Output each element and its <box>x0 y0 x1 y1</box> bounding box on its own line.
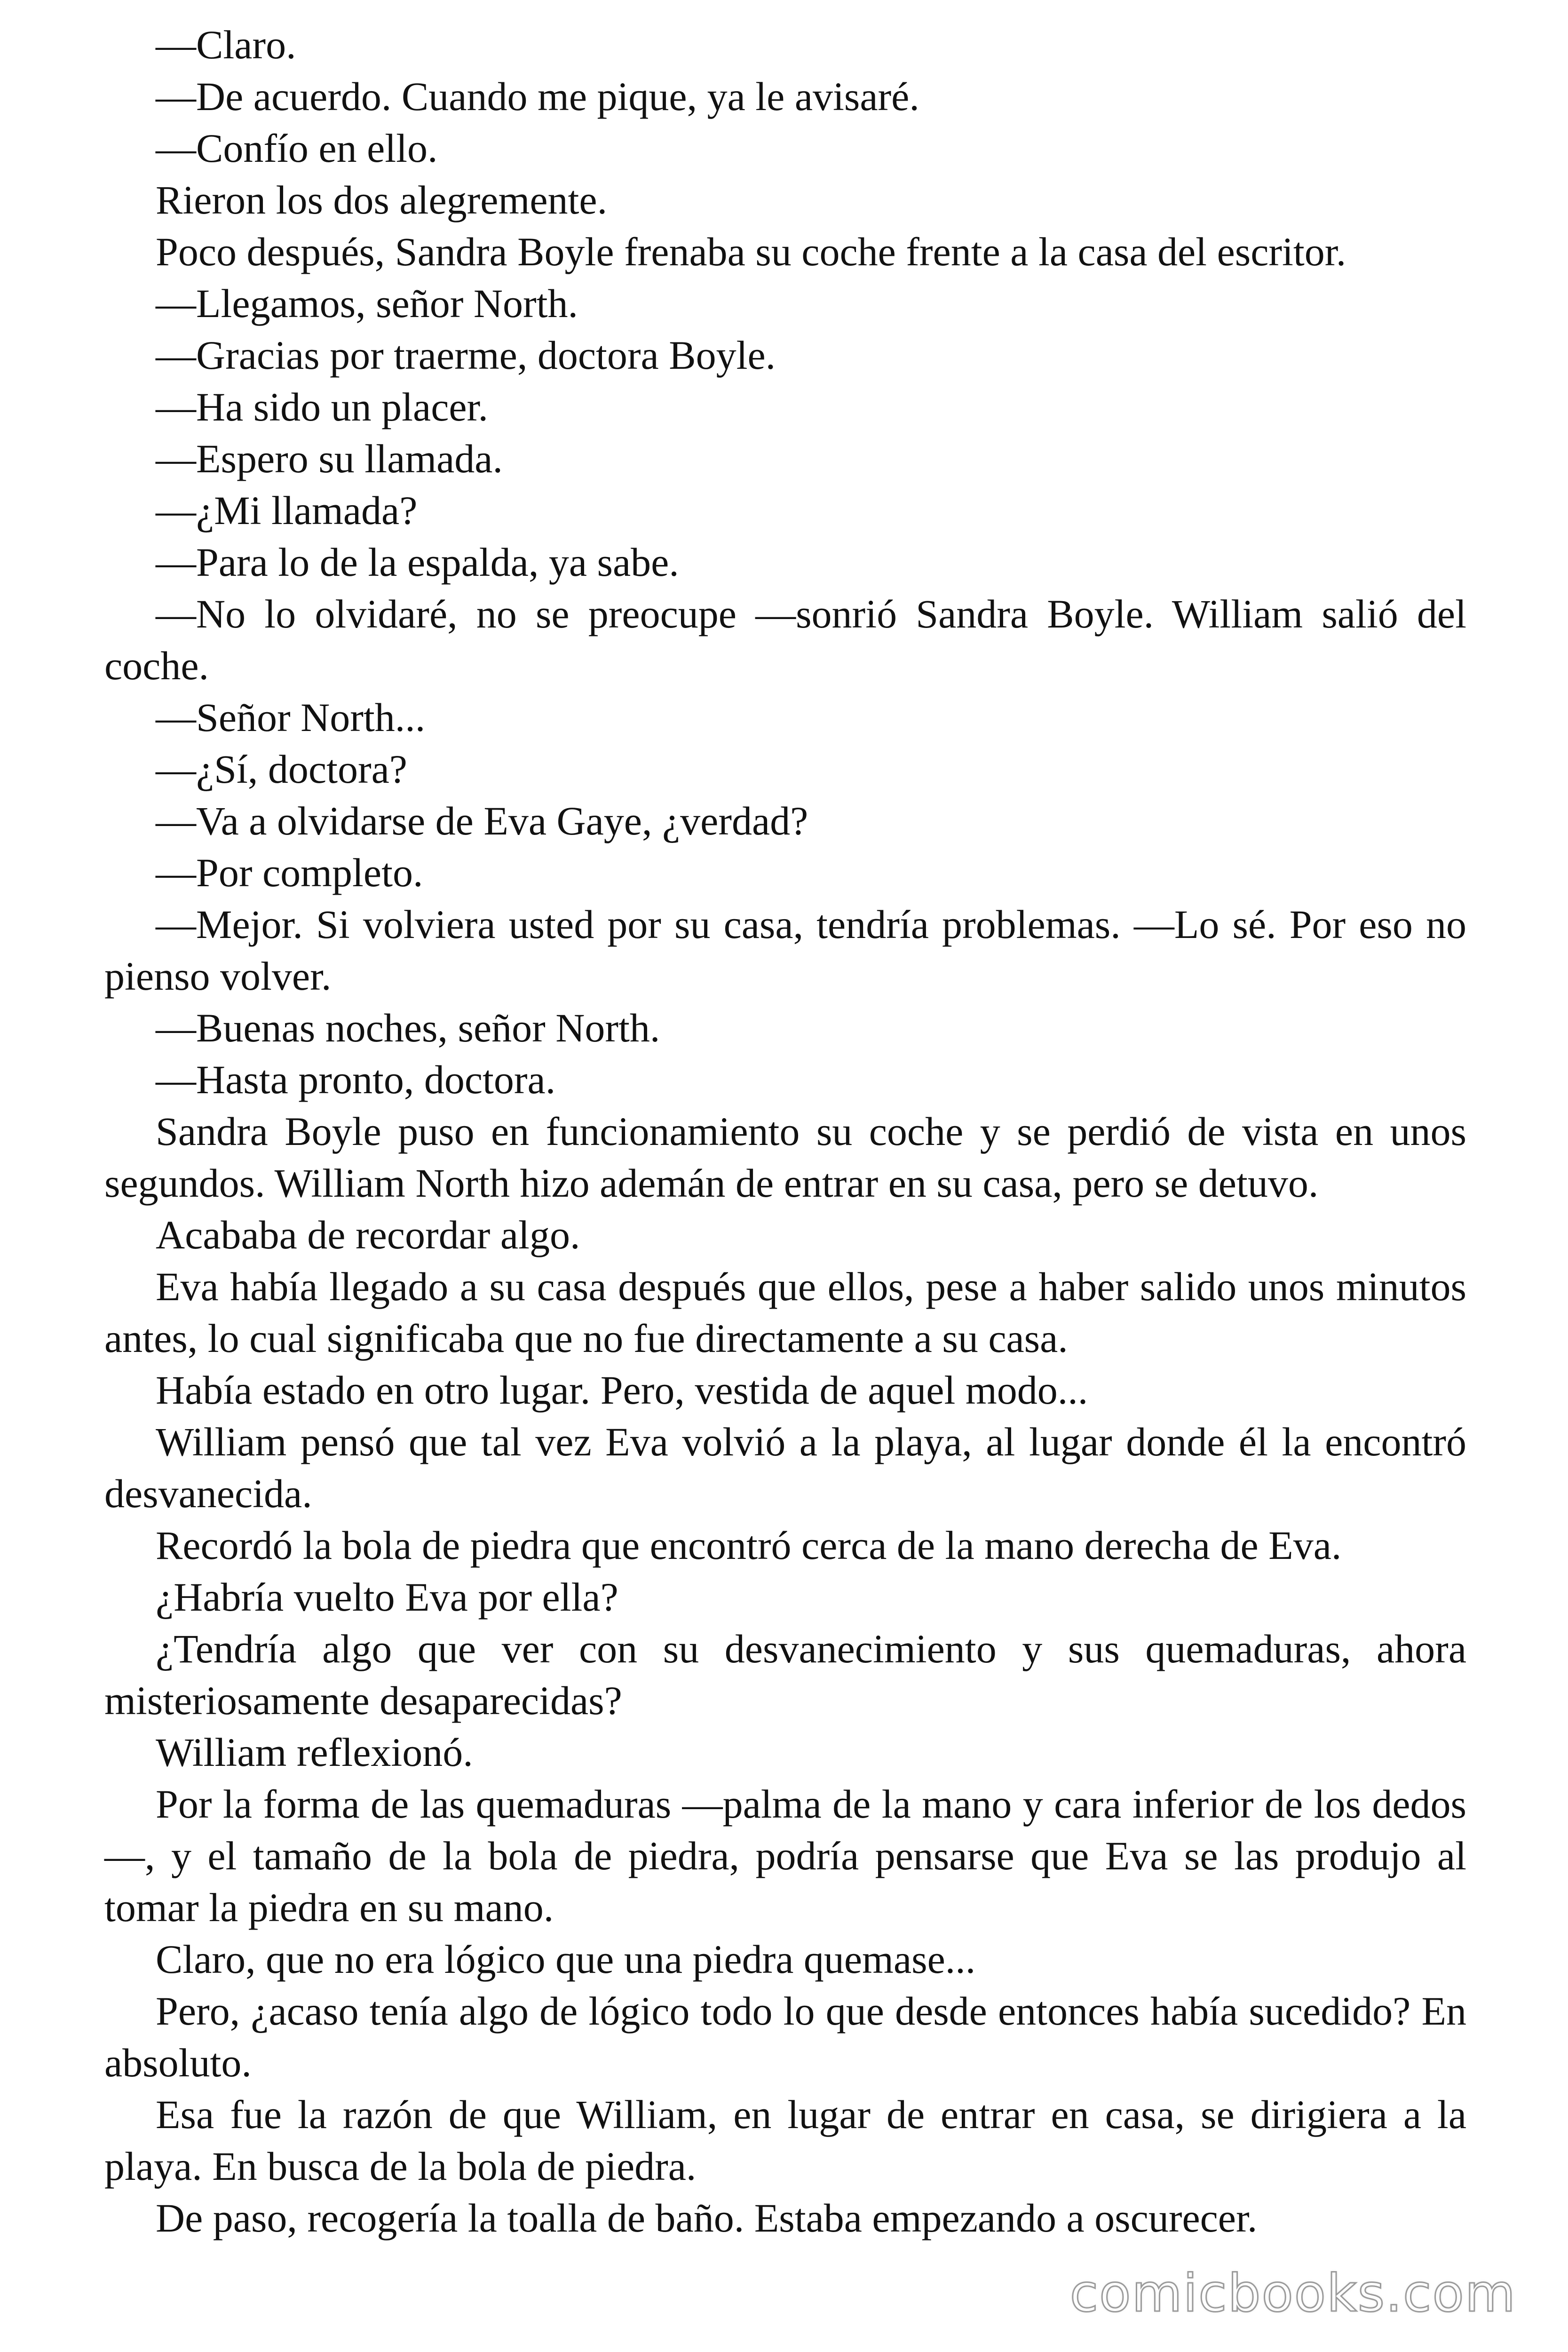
paragraph: Acababa de recordar algo. <box>156 1212 580 1257</box>
paragraph: Rieron los dos alegremente. <box>156 177 608 222</box>
paragraph: —Para lo de la espalda, ya sabe. <box>156 540 679 585</box>
paragraph: —Señor North... <box>156 695 426 740</box>
paragraph: —Buenas noches, señor North. <box>156 1005 660 1050</box>
paragraph: —¿Sí, doctora? <box>156 747 407 792</box>
paragraph: —Espero su llamada. <box>156 436 503 481</box>
paragraph: —¿Mi llamada? <box>156 488 418 533</box>
paragraph: Esa fue la razón de que William, en lugar de entrar en casa, se dirigiera a la playa. En busca de la bola de piedra. <box>104 2092 1466 2189</box>
paragraph: —Llegamos, señor North. <box>156 281 578 326</box>
paragraph: Había estado en otro lugar. Pero, vestida de aquel modo... <box>156 1367 1088 1413</box>
paragraph: —Va a olvidarse de Eva Gaye, ¿verdad? <box>156 798 808 843</box>
paragraph: —Claro. <box>156 22 296 67</box>
paragraph: —Gracias por traerme, doctora Boyle. <box>156 333 776 378</box>
paragraph: Sandra Boyle puso en funcionamiento su coche y se perdió de vista en unos segundos. William North hizo ademán de entrar en su casa, pero se detuvo. <box>104 1109 1466 1206</box>
watermark: comicbooks.com <box>1069 2263 1516 2323</box>
paragraph: —No lo olvidaré, no se preocupe —sonrió Sandra Boyle. William salió del coche. <box>104 591 1466 688</box>
paragraph: Claro, que no era lógico que una piedra quemase... <box>156 1937 976 1982</box>
paragraph: —Ha sido un placer. <box>156 384 488 429</box>
paragraph: —Hasta pronto, doctora. <box>156 1057 556 1102</box>
paragraph: William reflexionó. <box>156 1730 473 1775</box>
paragraph: Pero, ¿acaso tenía algo de lógico todo lo que desde entonces había sucedido? En absoluto. <box>104 1988 1466 2085</box>
paragraph: ¿Tendría algo que ver con su desvanecimiento y sus quemaduras, ahora misteriosamente desaparecidas? <box>104 1626 1466 1723</box>
paragraph: ¿Habría vuelto Eva por ella? <box>156 1574 618 1620</box>
paragraph: Eva había llegado a su casa después que ellos, pese a haber salido unos minutos antes, lo cual significaba que no fue directamente a su casa. <box>104 1264 1466 1361</box>
paragraph: —Mejor. Si volviera usted por su casa, tendría problemas. —Lo sé. Por eso no pienso volver. <box>104 902 1466 999</box>
paragraph: Por la forma de las quemaduras —palma de la mano y cara inferior de los dedos—, y el tamaño de la bola de piedra, podría pensarse que Eva se las produjo al tomar la piedra en su mano. <box>104 1781 1466 1930</box>
paragraph: William pensó que tal vez Eva volvió a la playa, al lugar donde él la encontró desvanecida. <box>104 1419 1466 1516</box>
paragraph: —Confío en ello. <box>156 126 438 171</box>
paragraph: De paso, recogería la toalla de baño. Estaba empezando a oscurecer. <box>156 2195 1258 2241</box>
paragraph: Recordó la bola de piedra que encontró cerca de la mano derecha de Eva. <box>156 1523 1342 1568</box>
paragraph: Poco después, Sandra Boyle frenaba su coche frente a la casa del escritor. <box>156 229 1346 274</box>
paragraph: —Por completo. <box>156 850 423 895</box>
body-text <box>104 19 1466 2244</box>
paragraph: —De acuerdo. Cuando me pique, ya le avisaré. <box>156 74 919 119</box>
